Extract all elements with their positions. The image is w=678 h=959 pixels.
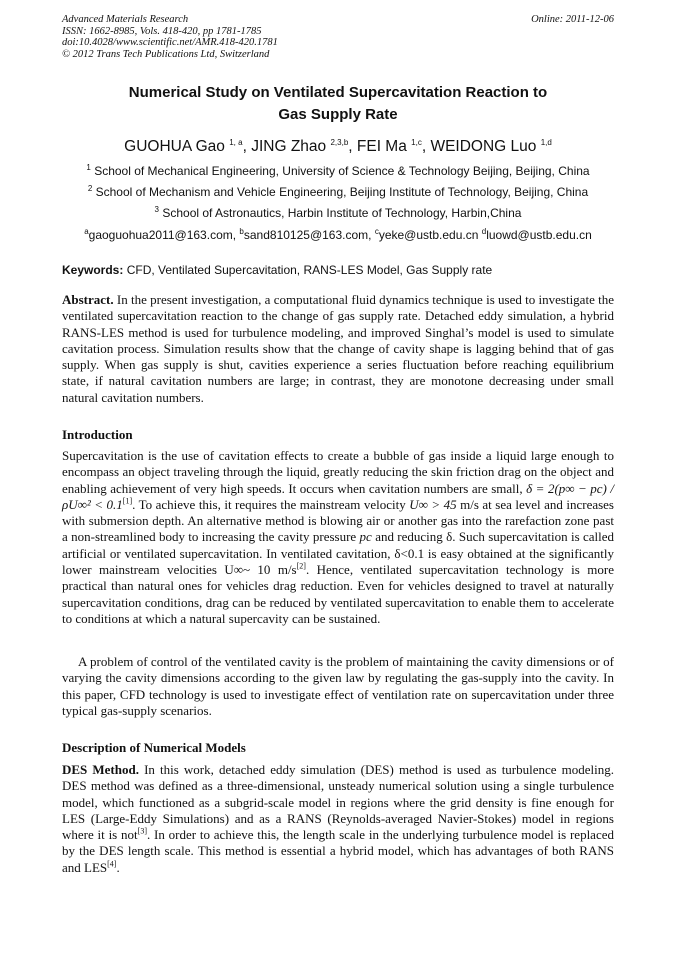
affiliation-number: 3	[154, 205, 159, 214]
author-sup: 2,3,b	[330, 137, 349, 147]
citation[interactable]: [1]	[122, 496, 133, 506]
keywords-label: Keywords:	[62, 263, 124, 277]
affiliation-text: School of Mechanical Engineering, University of Science & Technology Beijing, Beijing, China	[94, 164, 590, 178]
citation[interactable]: [4]	[107, 859, 117, 869]
intro-text: . Hence, ventilated supercavitation technology is more practical than natural ones for vehicles drag reduction. Even for vehicles designed to travel at naturally supercavitation conditions, drag can be reduced by ventilated supercavitation to enable them to accelerate to conditions at which a natural supercavity can be sustained.	[62, 562, 614, 626]
cavity-pressure-symbol: pc	[359, 529, 372, 545]
affiliation-text: School of Mechanism and Vehicle Engineering, Beijing Institute of Technology, Beijing, China	[95, 185, 589, 199]
author-name: GUOHUA Gao	[124, 138, 225, 155]
affiliation	[62, 206, 614, 220]
abstract	[62, 292, 614, 406]
author-name: JING Zhao	[251, 138, 327, 155]
issn-line: ISSN: 1662-8985, Vols. 418-420, pp 1781-1785	[62, 25, 262, 37]
abstract-label: Abstract.	[62, 292, 114, 307]
intro-text: . To achieve this, it requires the mainstream velocity	[132, 496, 406, 512]
journal-header	[62, 14, 614, 60]
email-link[interactable]: sand810125@163.com,	[243, 228, 372, 242]
section-heading-introduction: Introduction	[62, 427, 133, 442]
author-list: GUOHUA Gao $^{1, a}$, JING Zhao $^{2,3,b}$, FEI Ma $^{1,c}$, WEIDONG Luo $^{1,d}$	[124, 137, 552, 155]
author-sup: 1,d	[540, 137, 552, 147]
email-link[interactable]: luowd@ustb.edu.cn	[486, 228, 592, 242]
affiliation-text: School of Astronautics, Harbin Institute of Technology, Harbin,China	[162, 206, 522, 220]
email-link[interactable]: gaoguohua2011@163.com,	[88, 228, 237, 242]
des-text: In this work, detached eddy simulation (DES) method is used as turbulence modeling. DES method was defined as a three-dimensional, unsteady numerical solution using a single turbulence model, which functioned as a subgrid-scale model in regions where the grid density is fine enough for LES (Large-Eddy Simulations) and as a RANS (Reynolds-averaged Navier-Stokes) model in regions where it is not	[62, 762, 615, 843]
affiliation-number: 2	[87, 184, 93, 193]
title-line-1: Numerical Study on Ventilated Supercavitation Reaction to	[128, 84, 548, 101]
intro-text: Supercavitation is the use of cavitation effects to create a bubble of gas inside a liquid large enough to encompass an object traveling through the liquid, greatly reducing the skin friction drag on the object and enabling achievement of very high speeds. It occurs when cavitation numbers are small,	[62, 448, 614, 496]
cavitation-number-formula: δ = 2(p∞ − pc) / ρU∞² < 0.1	[62, 480, 614, 512]
velocity-formula: U∞ > 45	[409, 496, 457, 512]
intro-text: m/s at sea level and increases with submersion depth. An alternative method is blowing air or another gas into the rarefaction zone past a non-streamlined body to increasing the cavity pressure	[62, 496, 614, 545]
citation[interactable]: [3]	[137, 826, 147, 836]
email-link[interactable]: yeke@ustb.edu.cn	[378, 228, 479, 242]
affiliation	[62, 164, 614, 178]
author-name: WEIDONG Luo	[430, 138, 537, 155]
affiliation	[62, 185, 614, 199]
paper-title	[62, 82, 614, 126]
online-date: Online: 2011-12-06	[531, 14, 614, 25]
keywords	[62, 263, 614, 277]
intro-paragraph-2: A problem of control of the ventilated cavity is the problem of maintaining the cavity dimensions or of varying the cavity dimensions according to the given law by regulating the gas-supply into the cavity. In this paper, CFD technology is used to investigate effect of ventilation rate on supercavitation under three typical gas-supply scenarios.	[62, 654, 614, 718]
copyright-line: © 2012 Trans Tech Publications Ltd, Switzerland	[62, 48, 270, 60]
intro-paragraph-1	[62, 448, 614, 627]
des-paragraph	[62, 762, 614, 876]
citation[interactable]: [2]	[296, 561, 306, 571]
author-sup: 1,c	[411, 137, 422, 147]
section-heading-models: Description of Numerical Models	[62, 740, 246, 755]
intro-text: and reducing δ. Such supercavitation is called artificial or ventilated supercavitation. In ventilated cavitation, δ<0.1 is easy obtained at the significantly lower mainstream velocities U∞~ 10 m/s	[62, 529, 615, 578]
email-list: $^a$gaoguohua2011@163.com, $^b$sand810125@163.com, $^c$yeke@ustb.edu.cn $^d$luowd@ustb.edu.cn	[84, 227, 592, 242]
title-line-2: Gas Supply Rate	[278, 106, 398, 123]
journal-name: Advanced Materials Research	[62, 14, 189, 25]
abstract-text: In the present investigation, a computational fluid dynamics technique is used to investigate the ventilated supercavitation reaction to the change of gas supply rate. Detached eddy simulation, a hybrid RANS-LES method is used for turbulence modeling, and improved Singhal’s model is used to simulate cavitation process. Simulation results show that the change of cavity shape is lagging behind that of gas supply. When gas supply is shut, cavities experience a series fluctuation before reaching equilibrium state, if natural cavitation numbers are large; in contrast, they are monotone decreasing under small natural cavitation numbers.	[62, 292, 614, 405]
doi-line[interactable]: doi:10.4028/www.scientific.net/AMR.418-420.1781	[62, 37, 278, 48]
author-sup: 1, a	[229, 137, 243, 147]
keywords-text: CFD, Ventilated Supercavitation, RANS-LES Model, Gas Supply rate	[126, 263, 493, 277]
des-text: . In order to achieve this, the length scale in the underlying turbulence model is replaced by the DES length scale. This method is essential a hybrid model, which has advantages of both RANS and LES	[62, 827, 614, 875]
affiliation-number: 1	[86, 163, 91, 172]
des-text: .	[116, 859, 120, 875]
author-name: FEI Ma	[356, 138, 407, 155]
des-label: DES Method.	[62, 762, 139, 777]
